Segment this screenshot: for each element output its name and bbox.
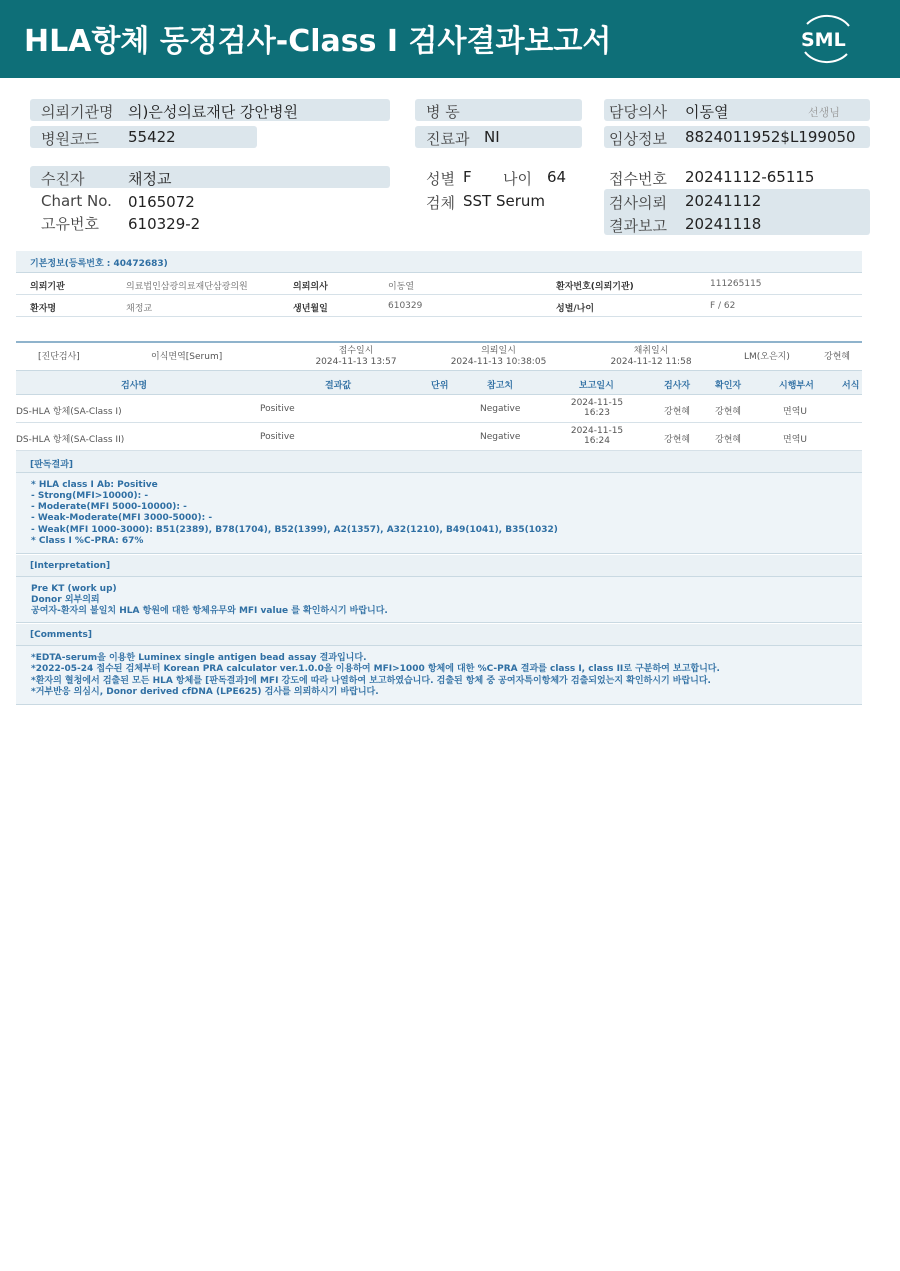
interpretation-line: 공여자-환자의 불일치 HLA 항원에 대한 항체유무와 MFI value 를 확인하시기 바랍니다. — [31, 606, 388, 616]
ward-label: 병 동 — [426, 103, 460, 121]
bi-value: 610329 — [388, 301, 423, 311]
result-line: * Class I %C-PRA: 67% — [31, 536, 144, 546]
unique-label: 고유번호 — [41, 215, 99, 233]
chart-value: 0165072 — [128, 193, 195, 211]
basic-info-row — [16, 295, 862, 317]
report-value: 20241118 — [685, 215, 762, 233]
result-section-body — [16, 473, 862, 554]
requested-value: 2024-11-13 10:38:05 — [450, 357, 547, 367]
collected-value: 2024-11-12 11:58 — [610, 357, 692, 367]
bi-value: F / 62 — [710, 301, 736, 311]
institution-label: 의뢰기관명 — [41, 103, 114, 121]
row-report-time: 16:24 — [584, 436, 610, 446]
hospital-code-label: 병원코드 — [41, 130, 99, 148]
basic-info-title: 기본정보(등록번호 : 40472683) — [30, 259, 168, 269]
result-line: - Moderate(MFI 5000-10000): - — [31, 502, 187, 512]
specimen-value: SST Serum — [463, 192, 546, 210]
bi-value: 의료법인삼광의료재단삼광의원 — [126, 282, 248, 292]
col-test-name: 검사명 — [121, 381, 148, 391]
clinical-label: 임상정보 — [609, 130, 667, 148]
comment-line: *2022-05-24 접수된 검체부터 Korean PRA calculator ver.1.0.0을 이용하여 MFI>1000 항체에 대한 %C-PRA 결과를 class I, class II로 구분하여 보고합니다. — [31, 664, 720, 674]
row-checker: 강현혜 — [715, 435, 742, 445]
row-result: Positive — [260, 432, 295, 442]
bi-value: 111265115 — [710, 279, 762, 289]
result-line: - Weak(MFI 1000-3000): B51(2389), B78(1704), B52(1399), A2(1357), A32(1210), B49(1041), B35(1032) — [31, 525, 558, 535]
bi-label: 의뢰의사 — [293, 282, 328, 292]
bi-label: 환자번호(의뢰기관) — [556, 282, 634, 292]
age-value: 64 — [547, 168, 567, 186]
sml-logo — [795, 10, 857, 66]
receipt-label: 접수번호 — [609, 170, 667, 188]
col-tester: 검사자 — [664, 381, 691, 391]
result-line: * HLA class I Ab: Positive — [31, 480, 158, 490]
basic-info-header — [16, 251, 862, 273]
doctor-label: 담당의사 — [609, 103, 667, 121]
institution-value: 의)은성의료재단 강안병원 — [128, 103, 299, 121]
result-line: - Weak-Moderate(MFI 3000-5000): - — [31, 513, 213, 523]
clinical-value: 8824011952$L199050 — [685, 128, 856, 146]
comments-section-body — [16, 646, 862, 705]
row-report-date: 2024-11-15 — [570, 398, 624, 408]
receipt-value: 20241112-65115 — [685, 168, 815, 186]
bi-value: 이동열 — [388, 282, 415, 292]
col-form: 서식 — [842, 381, 860, 391]
test-name: 이식면역[Serum] — [151, 352, 223, 362]
interpretation-line: Pre KT (work up) — [31, 584, 117, 594]
unique-value: 610329-2 — [128, 215, 201, 233]
sex-value: F — [463, 168, 472, 186]
received-value: 2024-11-13 13:57 — [315, 357, 397, 367]
patient-name: 채정교 — [128, 170, 172, 188]
col-result: 결과값 — [325, 381, 352, 391]
sex-label: 성별 — [426, 170, 455, 188]
doctor-suffix: 선생님 — [808, 106, 840, 119]
col-checker: 확인자 — [715, 381, 742, 391]
interpretation-section-header — [16, 555, 862, 577]
row-report-date: 2024-11-15 — [570, 426, 624, 436]
bi-value: 채정교 — [126, 304, 153, 314]
received-label: 접수일시 — [338, 346, 374, 356]
test-meta-row — [16, 341, 862, 371]
result-line: - Strong(MFI>10000): - — [31, 491, 149, 501]
collected-label: 채취일시 — [633, 346, 669, 356]
col-unit: 단위 — [431, 381, 449, 391]
interpretation-line: Donor 외부의뢰 — [31, 595, 100, 605]
result-section-header — [16, 451, 862, 473]
test-category: [진단검사] — [38, 352, 80, 362]
interpretation-section-body — [16, 577, 862, 623]
dept-label: 진료과 — [426, 130, 470, 148]
table-row — [16, 395, 862, 423]
age-label: 나이 — [503, 170, 532, 188]
bi-label: 환자명 — [30, 304, 57, 314]
row-tester: 강현혜 — [664, 435, 691, 445]
specimen-label: 검체 — [426, 194, 455, 212]
comments-section-title: [Comments] — [30, 630, 92, 640]
comment-line: *EDTA-serum을 이용한 Luminex single antigen bead assay 결과입니다. — [31, 653, 367, 663]
row-checker: 강현혜 — [715, 407, 742, 417]
result-section-title: [판독결과] — [30, 460, 74, 470]
request-value: 20241112 — [685, 192, 762, 210]
report-title: HLA항체 동정검사-Class I 검사결과보고서 — [24, 24, 612, 59]
report-label: 결과보고 — [609, 217, 667, 235]
test-table-header — [16, 371, 862, 395]
bi-label: 생년월일 — [293, 304, 328, 314]
row-ref: Negative — [480, 432, 521, 442]
row-dept: 면역U — [783, 435, 807, 445]
comment-line: *환자의 혈청에서 검출된 모든 HLA 항체를 [판독결과]에 MFI 강도에 따라 나열하여 보고하였습니다. 검출된 항체 중 공여자특이항체가 검출되었는지 확인하시기 바랍니다. — [31, 676, 711, 686]
patient-label: 수진자 — [41, 170, 85, 188]
row-report-time: 16:23 — [584, 408, 610, 418]
report-header — [0, 0, 900, 78]
comments-section-header — [16, 624, 862, 646]
request-label: 검사의뢰 — [609, 194, 667, 212]
row-test-name: DS-HLA 항체(SA-Class II) — [16, 435, 125, 445]
row-tester: 강현혜 — [664, 407, 691, 417]
bi-label: 성별/나이 — [556, 304, 595, 314]
col-report-date: 보고일시 — [579, 381, 614, 391]
basic-info-row — [16, 273, 862, 295]
row-ref: Negative — [480, 404, 521, 414]
doctor-value: 이동열 — [685, 103, 729, 121]
bi-label: 의뢰기관 — [30, 282, 65, 292]
col-dept: 시행부서 — [779, 381, 814, 391]
row-result: Positive — [260, 404, 295, 414]
interpretation-section-title: [Interpretation] — [30, 561, 111, 571]
chart-label: Chart No. — [41, 192, 112, 210]
row-dept: 면역U — [783, 407, 807, 417]
tech-name: 강현혜 — [824, 352, 851, 362]
table-row — [16, 423, 862, 451]
hospital-code-value: 55422 — [128, 128, 176, 146]
requested-label: 의뢰일시 — [481, 346, 516, 356]
lm-name: LM(오은지) — [744, 352, 790, 362]
comment-line: *거부반응 의심시, Donor derived cfDNA (LPE625) 검사를 의뢰하시기 바랍니다. — [31, 687, 379, 697]
col-ref: 참고치 — [487, 381, 514, 391]
svg-text:SML: SML — [801, 29, 846, 51]
row-test-name: DS-HLA 항체(SA-Class I) — [16, 407, 122, 417]
dept-value: NI — [484, 128, 500, 146]
